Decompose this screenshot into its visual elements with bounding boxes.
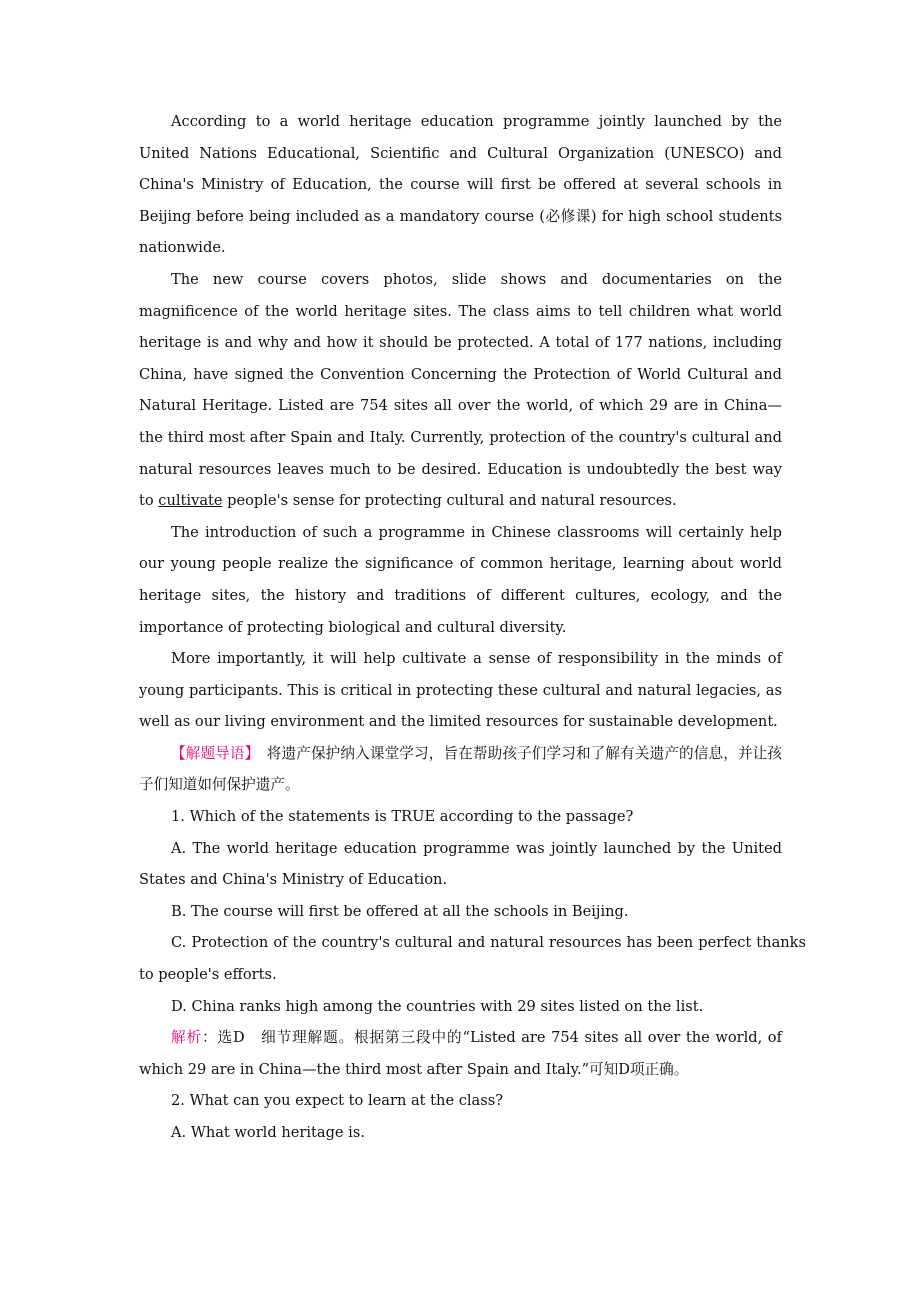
passage-paragraph-3: The introduction of such a programme in Chinese classrooms will certainly help our young people realize the significance of common heritage, learning about world heritage sites, the history and traditions of different cultures, ecology, and the importance of protecting biological and cultural diversity. [139,523,782,636]
question-1-option-c: C. Protection of the country's cultural and natural resources has been perfect thanks to people's efforts. [139,934,806,984]
underlined-word-cultivate: cultivate [158,492,223,510]
analysis-text: ：选D 细节理解题。根据第三段中的“Listed are 754 sites all over the world, of which 29 are in China—the third most after Spain and Italy.”可知D项正确。 [139,1029,782,1078]
passage-paragraph-2 [139,264,782,517]
document-page [139,106,806,1149]
question-1-option-b: B. The course will first be offered at all the schools in Beijing. [171,902,629,920]
paragraph-2-text-start: The new course covers photos, slide shows and documentaries on the magnificence of the world heritage sites. The class aims to tell children what world heritage is and why and how it should be protected. A total of 177 nations, including China, have signed the Convention Concerning the Protection of World Cultural and Natural Heritage. Listed are 754 sites all over the world, of which 29 are in China—the third most after Spain and Italy. Currently, protection of the country's cultural and natural resources leaves much to be desired. Education is undoubtedly the best way to [139,270,782,510]
guide-tag: 【解题导语】 [171,744,253,762]
guide-text: 将遗产保护纳入课堂学习，旨在帮助孩子们学习和了解有关遗产的信息，并让孩子们知道如何保护遗产。 [139,744,782,794]
question-1-analysis [139,1022,782,1085]
paragraph-2-text-end: people's sense for protecting cultural and natural resources. [222,492,677,510]
question-1-option-d: D. China ranks high among the countries with 29 sites listed on the list. [171,997,704,1015]
question-1-option-a: A. The world heritage education programme was jointly launched by the United States and China's Ministry of Education. [139,839,782,889]
question-1-stem: 1. Which of the statements is TRUE according to the passage? [171,808,634,826]
question-2-option-a: A. What world heritage is. [171,1124,365,1141]
question-2-stem: 2. What can you expect to learn at the class? [171,1092,504,1110]
passage-paragraph-1: According to a world heritage education programme jointly launched by the United Nations Educational, Scientific and Cultural Organization (UNESCO) and China's Ministry of Education, the course will first be offered at several schools in Beijing before being included as a mandatory course (必修课) for high school students nationwide. [139,113,782,257]
analysis-tag: 解析 [171,1029,202,1047]
guide-paragraph [139,738,782,801]
passage-paragraph-4: More importantly, it will help cultivate a sense of responsibility in the minds of young participants. This is critical in protecting these cultural and natural legacies, as well as our living environment and the limited resources for sustainable development. [139,650,782,731]
